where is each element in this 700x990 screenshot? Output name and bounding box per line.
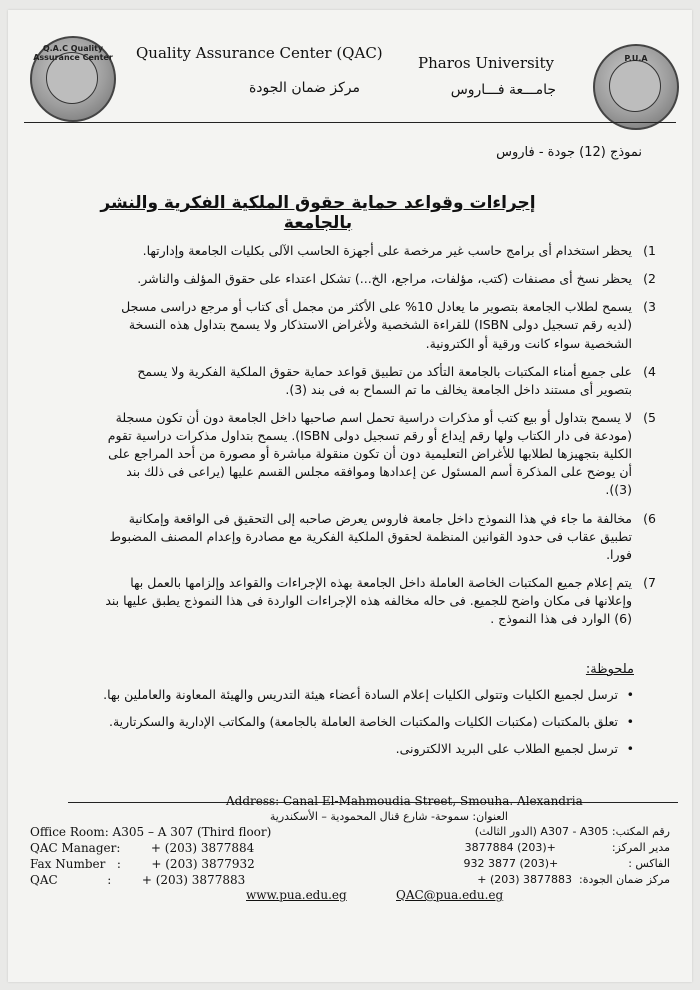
office-room-en: Office Room: A305 – A 307 (Third floor) — [30, 825, 272, 839]
qac-logo-text: Q.A.C Quality Assurance Center — [33, 44, 113, 62]
document-page — [8, 10, 692, 982]
website-link[interactable]: www.pua.edu.eg — [246, 888, 347, 902]
rule-text: يسمح لطلاب الجامعة بتصوير ما يعادل 10% على الأكثر من مجمل أى كتاب أو مرجع دراسى مسجل (لديه رقم تسجيل دولى ISBN) للقراءة الشخصية ولأغراض الاستذكار ولا يسمح بتداول هذه النسخة الشخصية سواء كانت ورقية أو الكترونية. — [121, 299, 632, 351]
qac-name-en: Quality Assurance Center (QAC) — [136, 44, 383, 62]
rule-item — [104, 409, 656, 500]
address-ar: العنوان: سموحة- شارع قنال المحمودية – الأسكندرية — [269, 810, 508, 823]
rule-item — [104, 298, 656, 352]
notes-heading: ملحوظة: — [585, 662, 634, 677]
header-divider — [24, 122, 676, 123]
rule-number: 2) — [643, 271, 656, 287]
rule-text: مخالفة ما جاء في هذا النموذج داخل جامعة فاروس يعرض صاحبه إلى التحقيق فى الواقعة وإمكانية تطبيق عقاب فى حدود القوانين المنظمة لحقوق الملكية الفكرية مع مصادرة وإعدام المصنف المضبوط فورا. — [109, 510, 632, 562]
form-number: نموذج (12) جودة - فاروس — [496, 145, 642, 160]
rule-item — [104, 363, 656, 399]
university-name-ar: جامـــعة فـــاروس — [450, 82, 556, 98]
note-text: ترسل لجميع الطلاب على البريد الالكترونى. — [395, 740, 618, 756]
rule-item — [104, 242, 656, 260]
rule-number: 1) — [643, 243, 656, 258]
bullet-icon: • — [626, 687, 634, 702]
rule-text: يحظر استخدام أى برامج حاسب غير مرخصة على أجهزة الحاسب الآلى بكليات الجامعة وإدارتها. — [142, 243, 632, 258]
university-logo — [593, 44, 679, 130]
qac-phone-en: QAC : + (203) 3877883 — [30, 873, 246, 887]
rule-number: 6) — [643, 510, 656, 526]
note-item — [34, 686, 634, 705]
note-text: ترسل لجميع الكليات وتتولى الكليات إعلام السادة أعضاء هيئة التدريس والهيئة المعاونة والعاملين بها. — [103, 687, 618, 702]
fax-number-ar: الفاكس : +(203) 3877 932 — [463, 857, 670, 870]
notes-list — [34, 686, 634, 766]
rules-list — [104, 242, 656, 638]
rule-text: يتم إعلام جميع المكتبات الخاصة العاملة داخل الجامعة بهذه الإجراءات والقواعد وإلزامها بالعمل بها وإعلانها فى مكان واضح للجميع. فى حاله مخالفه هذه الإجراءات الواردة فى هذا النموذج يطبق عليها بند (6) الوارد فى هذا النموذج . — [105, 574, 632, 627]
qac-phone-ar: مركز ضمان الجودة: 3877883 (203) + — [477, 873, 670, 886]
rule-item — [104, 270, 656, 288]
rule-item — [104, 510, 656, 564]
note-text: تعلق بالمكتبات (مكتبات الكليات والمكتبات الخاصة العاملة بالجامعة) والمكاتب الإدارية والسكرتارية. — [108, 713, 618, 729]
qac-manager-phone-en: QAC Manager: + (203) 3877884 — [30, 841, 255, 855]
bullet-icon: • — [626, 713, 634, 729]
address-en: Address: Canal El-Mahmoudia Street, Smouha. Alexandria — [226, 794, 583, 808]
university-name-en: Pharos University — [418, 54, 554, 72]
note-item — [34, 740, 634, 759]
rule-number: 4) — [643, 363, 656, 379]
document-title: إجراءات وقواعد حماية حقوق الملكية الفكرية والنشر بالجامعة — [100, 193, 536, 233]
office-room-ar: رقم المكتب: A307 - A305 (الدور الثالث) — [474, 825, 670, 838]
rule-text: يحظر نسخ أى مصنفات (كتب، مؤلفات، مراجع، الخ...) تشكل اعتداء على حقوق المؤلف والناشر. — [137, 271, 632, 287]
rule-number: 7) — [643, 574, 656, 590]
qac-name-ar: مركز ضمان الجودة — [248, 80, 360, 96]
rule-item — [104, 574, 656, 628]
rule-text: لا يسمح بتداول أو بيع كتب أو مذكرات دراسية تحمل اسم صاحبها داخل الجامعة دون أن تكون مسجلة (مودعة فى دار الكتاب ولها رقم إيداع أو رقم تسجيل دولى ISBN). يسمح بتداول مذكرات دراسية تقوم الكلية بتجهيزها لطلابها للأغراض التعليمية دون أن تكون منقولة مباشرة أو مصورة من أحد المراجع على أن يوضح على المذكرة أسم المسئول عن إعدادها وموافقه مجلس القسم عليها (يراعى فى ذلك بند (3)). — [107, 409, 632, 498]
fax-number-en: Fax Number : + (203) 3877932 — [30, 857, 255, 871]
note-item — [34, 713, 634, 732]
university-logo-emblem — [609, 60, 661, 112]
rule-number: 3) — [643, 299, 656, 315]
email-link[interactable]: QAC@pua.edu.eg — [396, 888, 504, 902]
qac-logo — [30, 36, 116, 122]
rule-number: 5) — [643, 409, 656, 425]
rule-text: على جميع أمناء المكتبات بالجامعة التأكد من تطبيق قواعد حماية حقوق الملكية الفكرية ولا يسمح بتصوير أى مستند داخل الجامعة يخالف ما تم السماح به فى بند (3). — [137, 363, 632, 397]
bullet-icon: • — [626, 740, 634, 756]
university-logo-text: P.U.A — [624, 54, 648, 63]
qac-manager-phone-ar: مدير المركز: +(203) 3877884 — [464, 841, 670, 854]
